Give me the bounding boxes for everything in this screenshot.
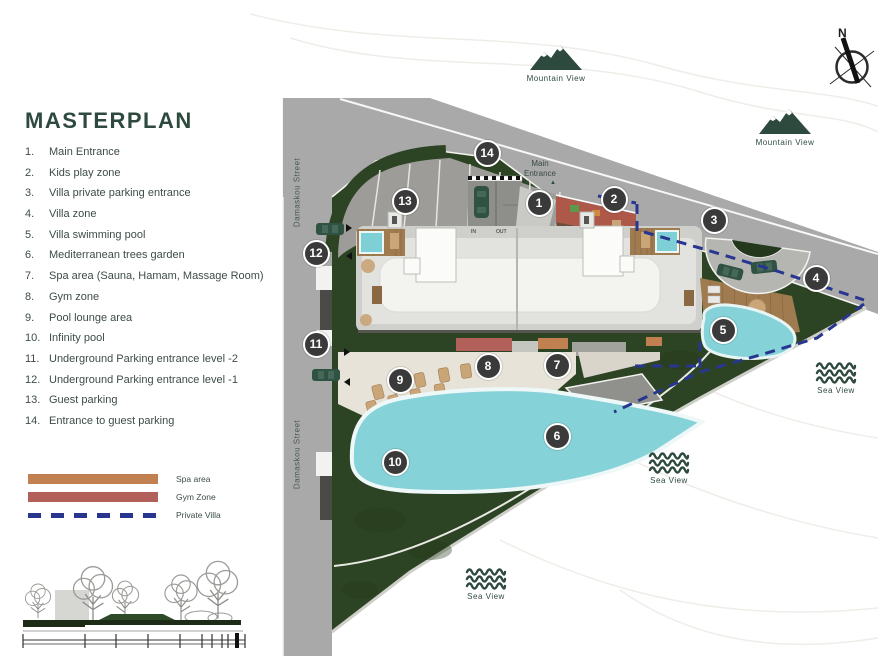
car-icon <box>312 369 340 381</box>
tree-icon <box>360 314 372 326</box>
legend-item-number: 13. <box>25 394 41 407</box>
street-name-label: Damaskou Street <box>292 157 302 228</box>
legend-item <box>25 333 270 345</box>
gym-legend-label: Gym Zone <box>176 492 216 502</box>
legend-item <box>25 230 270 242</box>
legend-item-number: 12. <box>25 373 41 386</box>
car-icon <box>474 186 489 218</box>
roof-pool-right <box>656 231 678 252</box>
legend-item-number: 6. <box>25 249 35 262</box>
legend-item-label: Pool lounge area <box>49 311 133 324</box>
ramp-in-label: IN <box>471 229 476 235</box>
roof-deck-left <box>357 229 405 256</box>
legend-item-number: 11. <box>25 352 40 365</box>
legend-item-label: Entrance to guest parking <box>49 414 175 427</box>
private-villa-legend-dash <box>28 513 158 518</box>
roof-deck-right <box>630 228 680 255</box>
main-entrance-label: Main Entrance <box>523 159 557 178</box>
legend-item-label: Underground Parking entrance level -2 <box>49 352 238 365</box>
plan-marker-9: 9 <box>387 367 414 394</box>
legend-item-number: 2. <box>25 166 35 179</box>
legend-item <box>25 250 270 262</box>
elevation-building <box>55 590 89 622</box>
spa-legend-label: Spa area <box>176 474 211 484</box>
private-villa-legend-label: Private Villa <box>176 510 221 520</box>
legend-item-label: Underground Parking entrance level -1 <box>49 373 238 386</box>
plan-marker-11: 11 <box>303 331 330 358</box>
numbered-legend <box>25 147 270 437</box>
main-building <box>356 212 702 332</box>
legend-item <box>25 292 270 304</box>
entrance-arrow-down-icon: ▼ <box>524 180 530 186</box>
sea-view-label: Sea View <box>650 476 688 485</box>
plan-marker-14: 14 <box>474 140 501 167</box>
legend-item-number: 9. <box>25 311 35 324</box>
legend-item-label: Infinity pool <box>49 332 105 345</box>
legend-item <box>25 168 270 180</box>
legend-item <box>25 271 270 283</box>
legend-item-label: Main Entrance <box>49 146 120 158</box>
mountain-view-label: Mountain View <box>526 74 586 83</box>
tree-icon <box>361 259 375 273</box>
elevation-mound <box>99 614 175 620</box>
roof-pool-left <box>360 232 383 253</box>
legend-item-label: Villa swimming pool <box>49 228 146 241</box>
legend-item-label: Kids play zone <box>49 166 121 179</box>
street-name-label: Damaskou Street <box>292 419 302 490</box>
compass-north-label: N <box>838 26 847 40</box>
legend-item <box>25 188 270 200</box>
spa-legend-bar <box>28 474 158 484</box>
legend-item <box>25 375 270 387</box>
legend-item-number: 5. <box>25 228 35 241</box>
page-title: MASTERPLAN <box>25 108 193 133</box>
legend-item-number: 1. <box>25 146 35 158</box>
legend-item-number: 7. <box>25 270 35 283</box>
elevation-scale-bar <box>23 633 245 648</box>
mountain-view-label: Mountain View <box>755 138 815 147</box>
spa-area-strip <box>538 338 568 349</box>
legend-item-label: Gym zone <box>49 290 100 303</box>
legend-item-number: 3. <box>25 187 35 200</box>
gym-legend-bar <box>28 492 158 502</box>
ramp-out-label: OUT <box>496 229 507 235</box>
legend-item <box>25 313 270 325</box>
legend-item-label: Guest parking <box>49 394 118 407</box>
legend-item-number: 10. <box>25 332 41 345</box>
plan-marker-12: 12 <box>303 240 330 267</box>
legend-item-number: 4. <box>25 208 35 221</box>
plan-marker-10: 10 <box>382 449 409 476</box>
plan-marker-4: 4 <box>803 265 830 292</box>
plan-marker-6: 6 <box>544 423 571 450</box>
legend-item <box>25 209 270 221</box>
plan-marker-5: 5 <box>710 317 737 344</box>
legend-item <box>25 416 270 428</box>
plan-marker-8: 8 <box>475 353 502 380</box>
plan-marker-2: 2 <box>601 186 628 213</box>
legend-item <box>25 354 270 366</box>
entrance-arrow-up-icon: ▲ <box>550 180 556 186</box>
plan-marker-1: 1 <box>526 190 553 217</box>
plan-marker-13: 13 <box>392 188 419 215</box>
gym-zone-strip <box>456 338 512 351</box>
street-elevation-sketch <box>13 560 248 652</box>
plan-marker-3: 3 <box>701 207 728 234</box>
legend-item-label: Spa area (Sauna, Hamam, Massage Room) <box>49 270 264 283</box>
legend-item <box>25 147 270 159</box>
plan-marker-7: 7 <box>544 352 571 379</box>
legend-item-label: Villa private parking entrance <box>49 187 191 200</box>
legend-item <box>25 395 270 407</box>
sea-view-label: Sea View <box>817 386 855 395</box>
compass-icon <box>830 38 874 87</box>
legend-item-label: Mediterranean trees garden <box>49 249 185 262</box>
legend-item-label: Villa zone <box>49 208 97 221</box>
sea-view-label: Sea View <box>467 592 505 601</box>
spa-area-strip <box>646 337 662 346</box>
legend-item-number: 8. <box>25 290 35 303</box>
car-icon <box>316 223 344 235</box>
legend-item-number: 14. <box>25 414 41 427</box>
color-legend <box>28 474 221 528</box>
mountain-view-icon <box>530 45 811 134</box>
